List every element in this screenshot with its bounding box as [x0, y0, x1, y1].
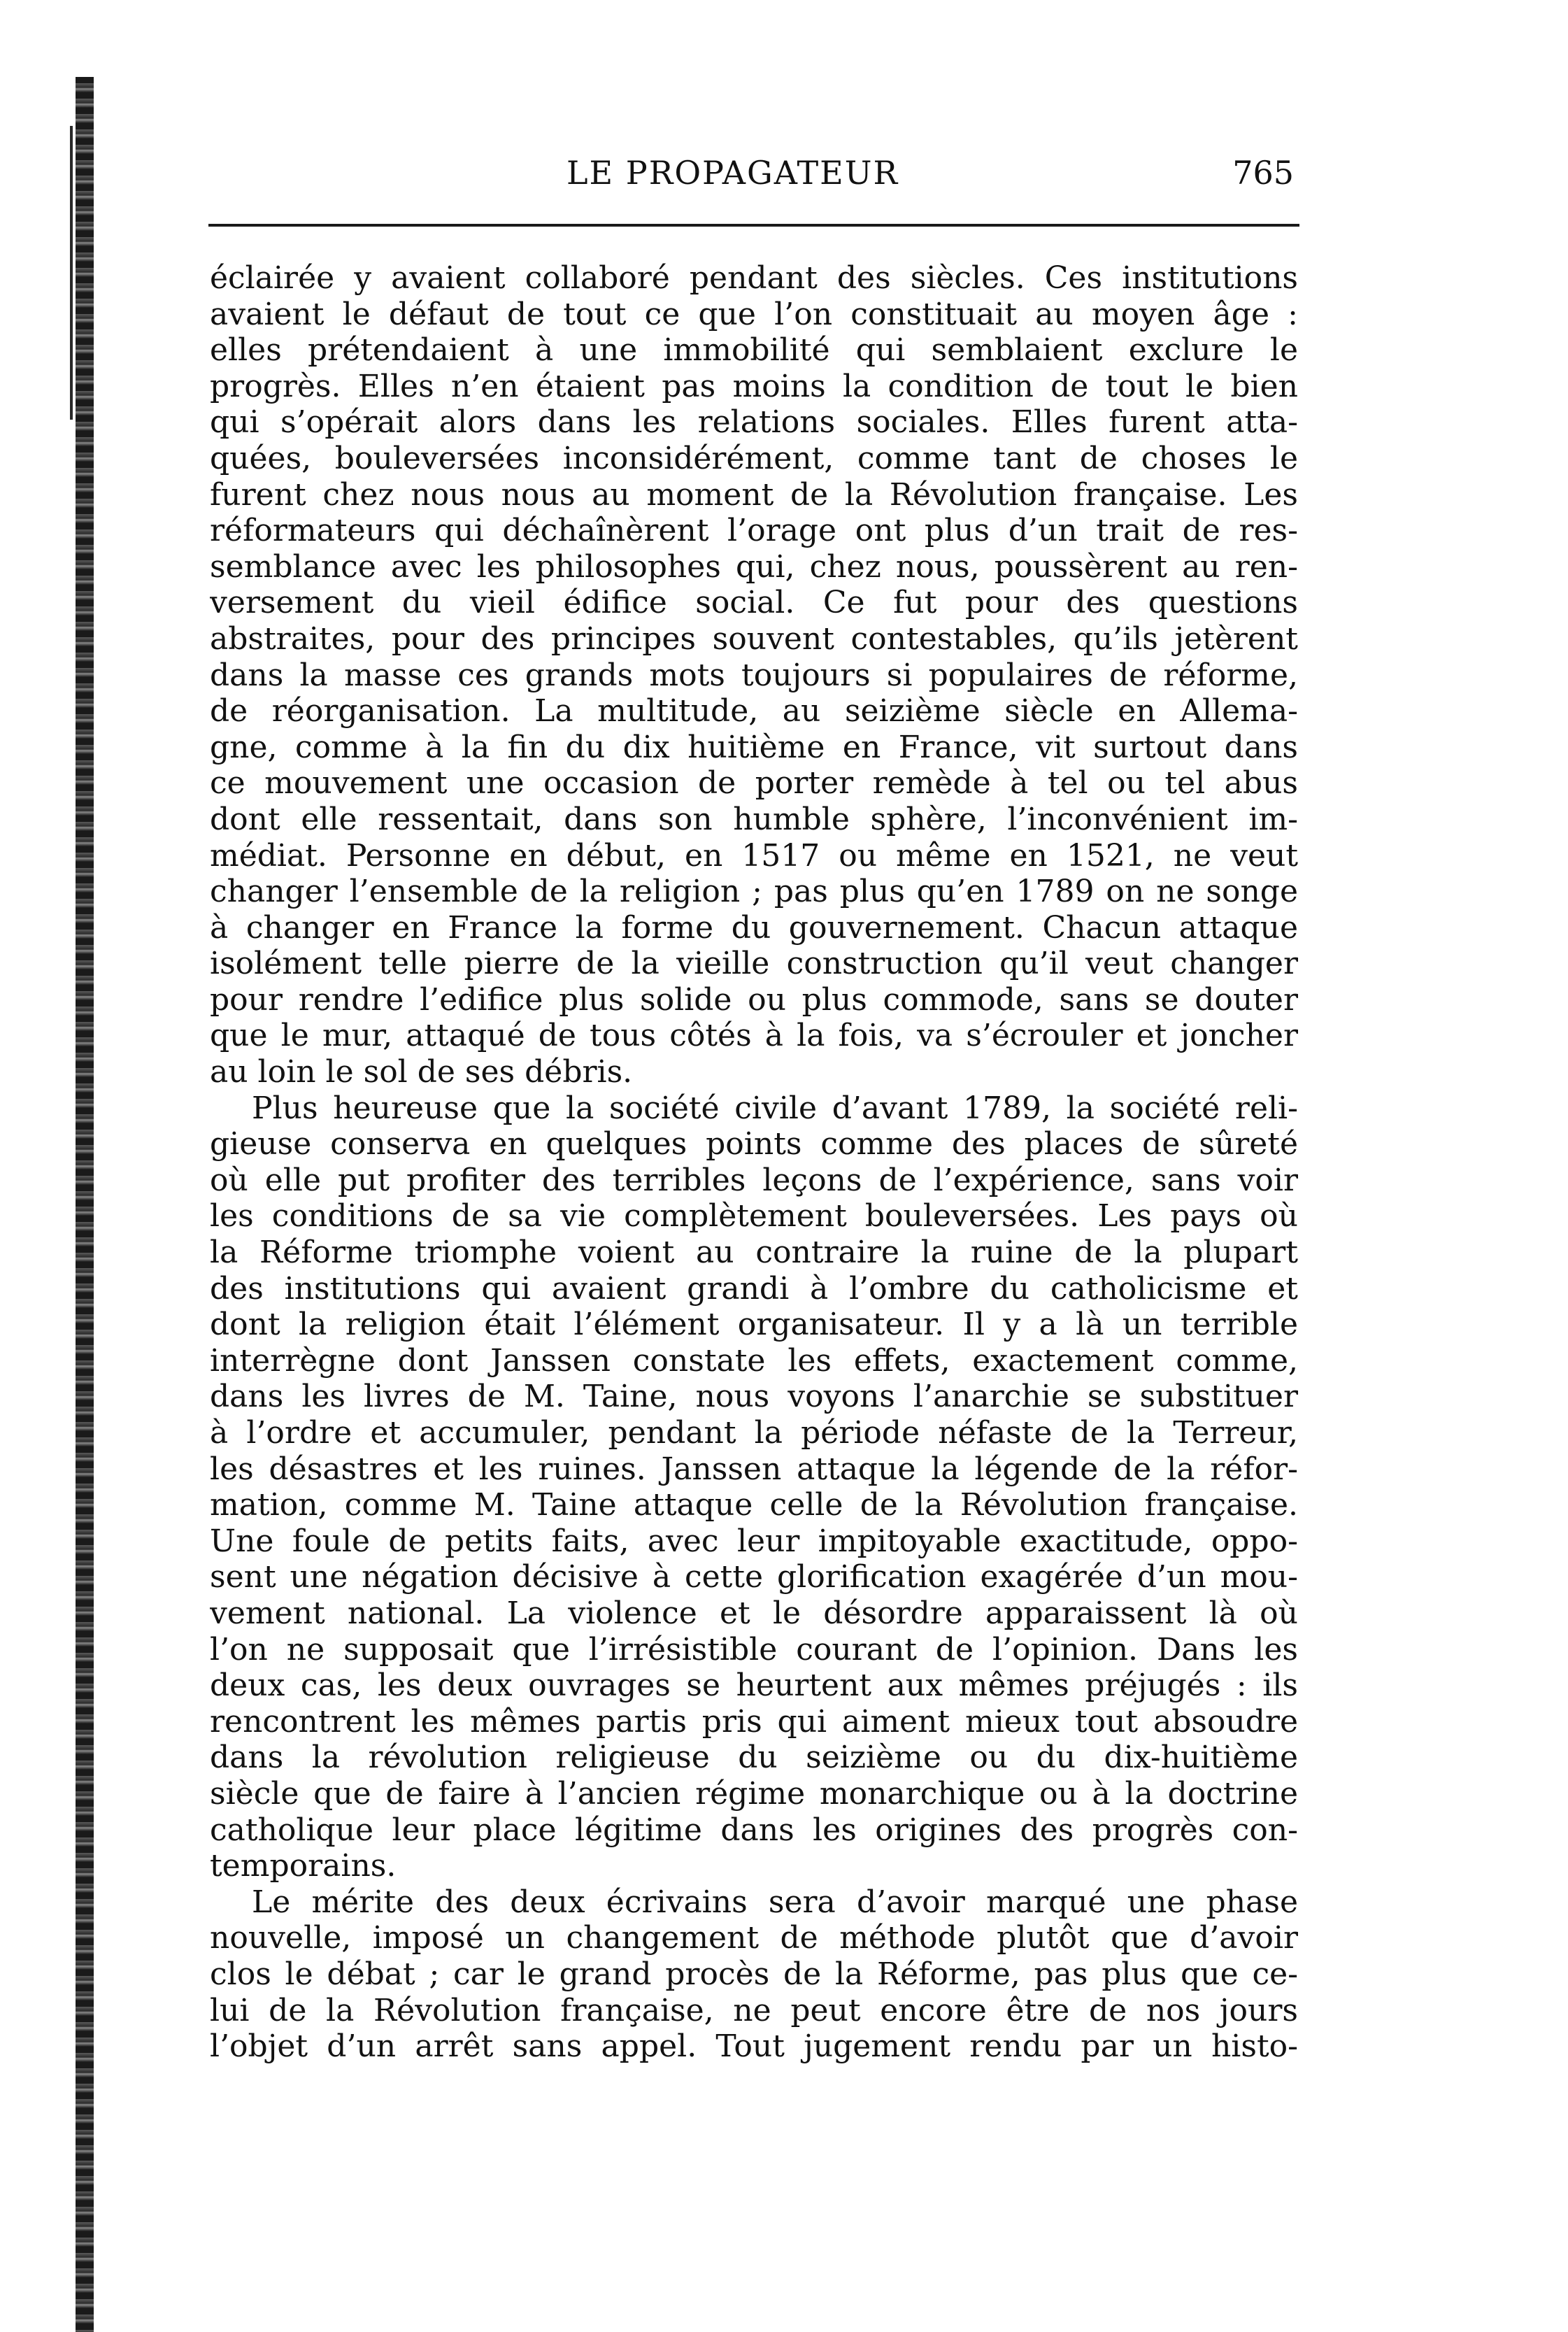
text-line: où elle put profiter des terribles leçons de l’expérience, sans voir — [210, 1162, 1298, 1198]
text-line: que le mur, attaqué de tous côtés à la fois, va s’écrouler et joncher — [210, 1018, 1298, 1054]
text-line: abstraites, pour des principes souvent contestables, qu’ils jetèrent — [210, 620, 1298, 657]
page-number: 765 — [1232, 154, 1294, 192]
text-line: nouvelle, imposé un changement de méthode plutôt que d’avoir — [210, 1920, 1298, 1956]
text-line: lui de la Révolution française, ne peut encore être de nos jours — [210, 1992, 1298, 2028]
text-line: rencontrent les mêmes partis pris qui aiment mieux tout absoudre — [210, 1703, 1298, 1740]
text-line: de réorganisation. La multitude, au seizième siècle en Allema- — [210, 693, 1298, 730]
binding-edge — [76, 77, 94, 2332]
text-line: dans les livres de M. Taine, nous voyons l’anarchie se substituer — [210, 1379, 1298, 1415]
text-line: progrès. Elles n’en étaient pas moins la condition de tout le bien — [210, 368, 1298, 404]
text-line: versement du vieil édifice social. Ce fut pour des questions — [210, 585, 1298, 621]
text-line: dans la révolution religieuse du seizième ou du dix-huitième — [210, 1740, 1298, 1776]
text-line: éclairée y avaient collaboré pendant des siècles. Ces institutions — [210, 260, 1298, 296]
text-line: réformateurs qui déchaînèrent l’orage ont plus d’un trait de res- — [210, 513, 1298, 549]
binding-edge-line — [70, 126, 73, 420]
text-line: médiat. Personne en début, en 1517 ou même en 1521, ne veut — [210, 837, 1298, 874]
text-line: des institutions qui avaient grandi à l’ombre du catholicisme et — [210, 1270, 1298, 1307]
paragraph — [210, 1884, 1298, 2065]
text-line: sent une négation décisive à cette glorification exagérée d’un mou- — [210, 1559, 1298, 1595]
paragraph — [210, 1090, 1298, 1884]
text-line: gne, comme à la fin du dix huitième en France, vit surtout dans — [210, 729, 1298, 765]
text-line: dont elle ressentait, dans son humble sphère, l’inconvénient im- — [210, 801, 1298, 837]
text-line: dont la religion était l’élément organisateur. Il y a là un terrible — [210, 1307, 1298, 1343]
text-line: les désastres et les ruines. Janssen attaque la légende de la réfor- — [210, 1451, 1298, 1487]
text-line: Une foule de petits faits, avec leur impitoyable exactitude, oppo- — [210, 1523, 1298, 1559]
text-line: avaient le défaut de tout ce que l’on constituait au moyen âge : — [210, 296, 1298, 332]
text-line: les conditions de sa vie complètement bouleversées. Les pays où — [210, 1198, 1298, 1235]
paragraph — [210, 260, 1298, 1090]
text-line: temporains. — [210, 1848, 397, 1884]
text-line: siècle que de faire à l’ancien régime monarchique ou à la doctrine — [210, 1775, 1298, 1812]
text-line: l’on ne supposait que l’irrésistible courant de l’opinion. Dans les — [210, 1631, 1298, 1668]
text-line: Le mérite des deux écrivains sera d’avoir marqué une phase — [252, 1884, 1298, 1920]
text-line: vement national. La violence et le désordre apparaissent là où — [210, 1595, 1298, 1631]
text-line: gieuse conserva en quelques points comme des places de sûreté — [210, 1126, 1298, 1163]
text-line: quées, bouleversées inconsidérément, comme tant de choses le — [210, 440, 1298, 476]
text-line: l’objet d’un arrêt sans appel. Tout jugement rendu par un histo- — [210, 2028, 1298, 2065]
body-text — [210, 260, 1298, 2065]
text-line: la Réforme triomphe voient au contraire la ruine de la plupart — [210, 1235, 1298, 1271]
text-line: catholique leur place légitime dans les origines des progrès con- — [210, 1812, 1298, 1848]
text-line: ce mouvement une occasion de porter remède à tel ou tel abus — [210, 765, 1298, 802]
text-line: changer l’ensemble de la religion ; pas plus qu’en 1789 on ne songe — [210, 874, 1298, 910]
text-line: semblance avec les philosophes qui, chez nous, poussèrent au ren- — [210, 548, 1298, 585]
text-line: furent chez nous nous au moment de la Révolution française. Les — [210, 476, 1298, 513]
text-line: pour rendre l’edifice plus solide ou plus commode, sans se douter — [210, 981, 1298, 1018]
header-rule — [208, 224, 1299, 227]
text-line: à changer en France la forme du gouvernement. Chacun attaque — [210, 909, 1298, 946]
text-line: interrègne dont Janssen constate les effets, exactement comme, — [210, 1342, 1298, 1379]
text-line: qui s’opérait alors dans les relations sociales. Elles furent atta- — [210, 404, 1298, 441]
text-line: mation, comme M. Taine attaque celle de la Révolution française. — [210, 1487, 1298, 1523]
text-line: clos le débat ; car le grand procès de la Réforme, pas plus que ce- — [210, 1956, 1298, 1992]
running-title: LE PROPAGATEUR — [566, 154, 899, 192]
text-line: au loin le sol de ses débris. — [210, 1054, 633, 1090]
text-line: à l’ordre et accumuler, pendant la période néfaste de la Terreur, — [210, 1415, 1298, 1451]
text-line: elles prétendaient à une immobilité qui semblaient exclure le — [210, 332, 1298, 369]
page-header — [208, 147, 1298, 224]
text-line: deux cas, les deux ouvrages se heurtent aux mêmes préjugés : ils — [210, 1668, 1298, 1704]
text-line: Plus heureuse que la société civile d’avant 1789, la société reli- — [252, 1090, 1298, 1126]
text-line: dans la masse ces grands mots toujours si populaires de réforme, — [210, 657, 1298, 693]
text-line: isolément telle pierre de la vieille construction qu’il veut changer — [210, 946, 1298, 982]
